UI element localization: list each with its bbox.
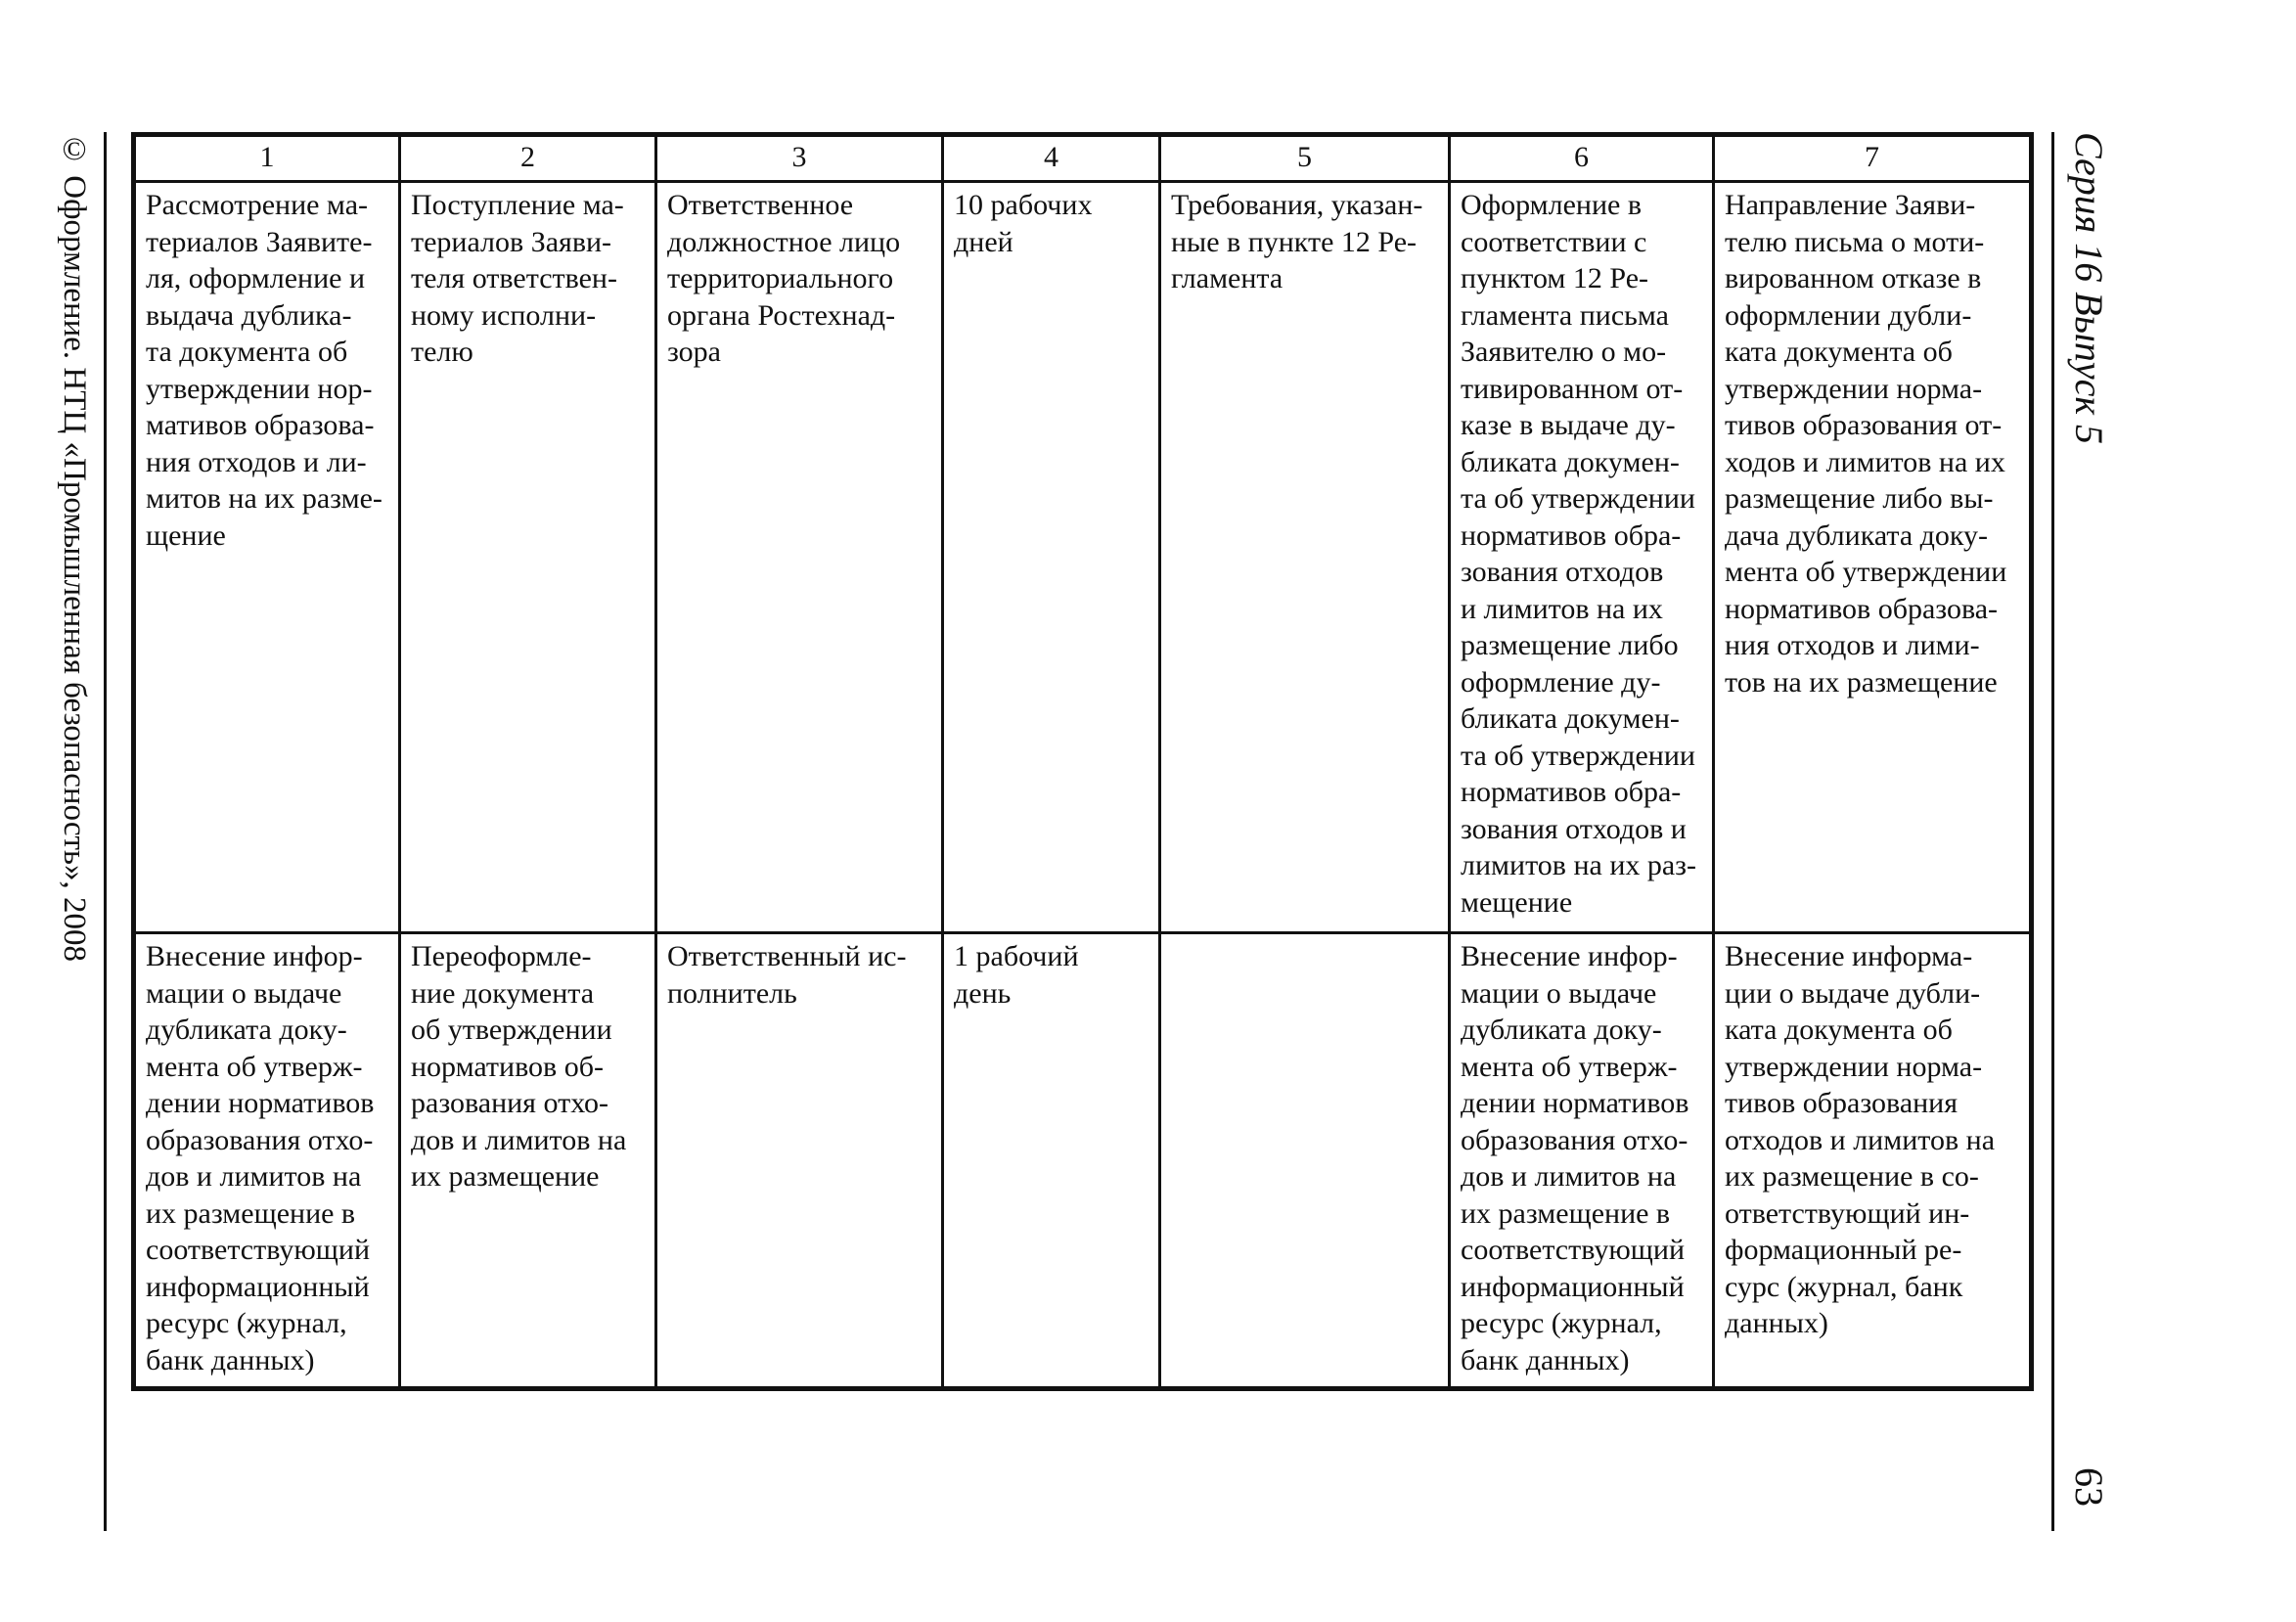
table-cell: Ответственный ис- полнитель <box>656 933 943 1389</box>
table-cell: Внесение инфор- мации о выдаче дубликата доку- мента об утверж- дении нормативов образования отхо- дов и лимитов на их размещение в соответствующий информационный ресурс (журнал, банк данных) <box>134 933 400 1389</box>
left-margin-rule <box>104 132 107 1531</box>
copyright-note: © Оформление. НТЦ «Промышленная безопасность», 2008 <box>57 132 92 962</box>
column-header-2: 2 <box>400 135 656 182</box>
column-header-7: 7 <box>1714 135 2032 182</box>
column-header-3: 3 <box>656 135 943 182</box>
table-cell: Направление Заяви- телю письма о моти- вированном отказе в оформлении дубли- ката документа об утверждении норма- тивов образования от- ходов и лимитов на их размещение либо вы- дача дубликата доку- мента об утверждении нормативов образова- ния отходов и лими- тов на их размещение <box>1714 182 2032 933</box>
table-cell: Ответственное должностное лицо территориального органа Ростехнад- зора <box>656 182 943 933</box>
table-cell: Поступление ма- териалов Заяви- теля ответствен- ному исполни- телю <box>400 182 656 933</box>
right-margin-rule <box>2051 132 2054 1531</box>
page-number: 63 <box>2067 1467 2111 1507</box>
table-cell: Внесение инфор- мации о выдаче дубликата доку- мента об утверж- дении нормативов образования отхо- дов и лимитов на их размещение в соответствующий информационный ресурс (журнал, банк данных) <box>1450 933 1714 1389</box>
table-cell: 1 рабочий день <box>943 933 1160 1389</box>
column-header-5: 5 <box>1160 135 1450 182</box>
table-cell: Рассмотрение ма- териалов Заявите- ля, оформление и выдача дублика- та документа об утверждении нор- мативов образова- ния отходов и ли- митов на их разме- щение <box>134 182 400 933</box>
table-cell <box>1160 933 1450 1389</box>
table-cell: 10 рабочих дней <box>943 182 1160 933</box>
table-row <box>134 182 2032 933</box>
column-header-1: 1 <box>134 135 400 182</box>
table-cell: Оформление в соответствии с пунктом 12 Ре- гламента письма Заявителю о мо- тивированном от- казе в выдаче ду- бликата докумен- та об утверждении нормативов обра- зования отходов и лимитов на их размещение либо оформление ду- бликата докумен- та об утверждении нормативов обра- зования отходов и лимитов на их раз- мещение <box>1450 182 1714 933</box>
procedure-table <box>131 132 2034 1391</box>
table-cell: Внесение информа- ции о выдаче дубли- ката документа об утверждении норма- тивов образования отходов и лимитов на их размещение в со- ответствующий ин- формационный ре- сурс (журнал, банк данных) <box>1714 933 2032 1389</box>
table-cell: Требования, указан- ные в пункте 12 Ре- гламента <box>1160 182 1450 933</box>
table-header-row <box>134 135 2032 182</box>
table-cell: Переоформле- ние документа об утверждении нормативов об- разования отхо- дов и лимитов на их размещение <box>400 933 656 1389</box>
column-header-6: 6 <box>1450 135 1714 182</box>
column-header-4: 4 <box>943 135 1160 182</box>
series-title: Серия 16 Выпуск 5 <box>2067 132 2111 445</box>
table-row <box>134 933 2032 1389</box>
